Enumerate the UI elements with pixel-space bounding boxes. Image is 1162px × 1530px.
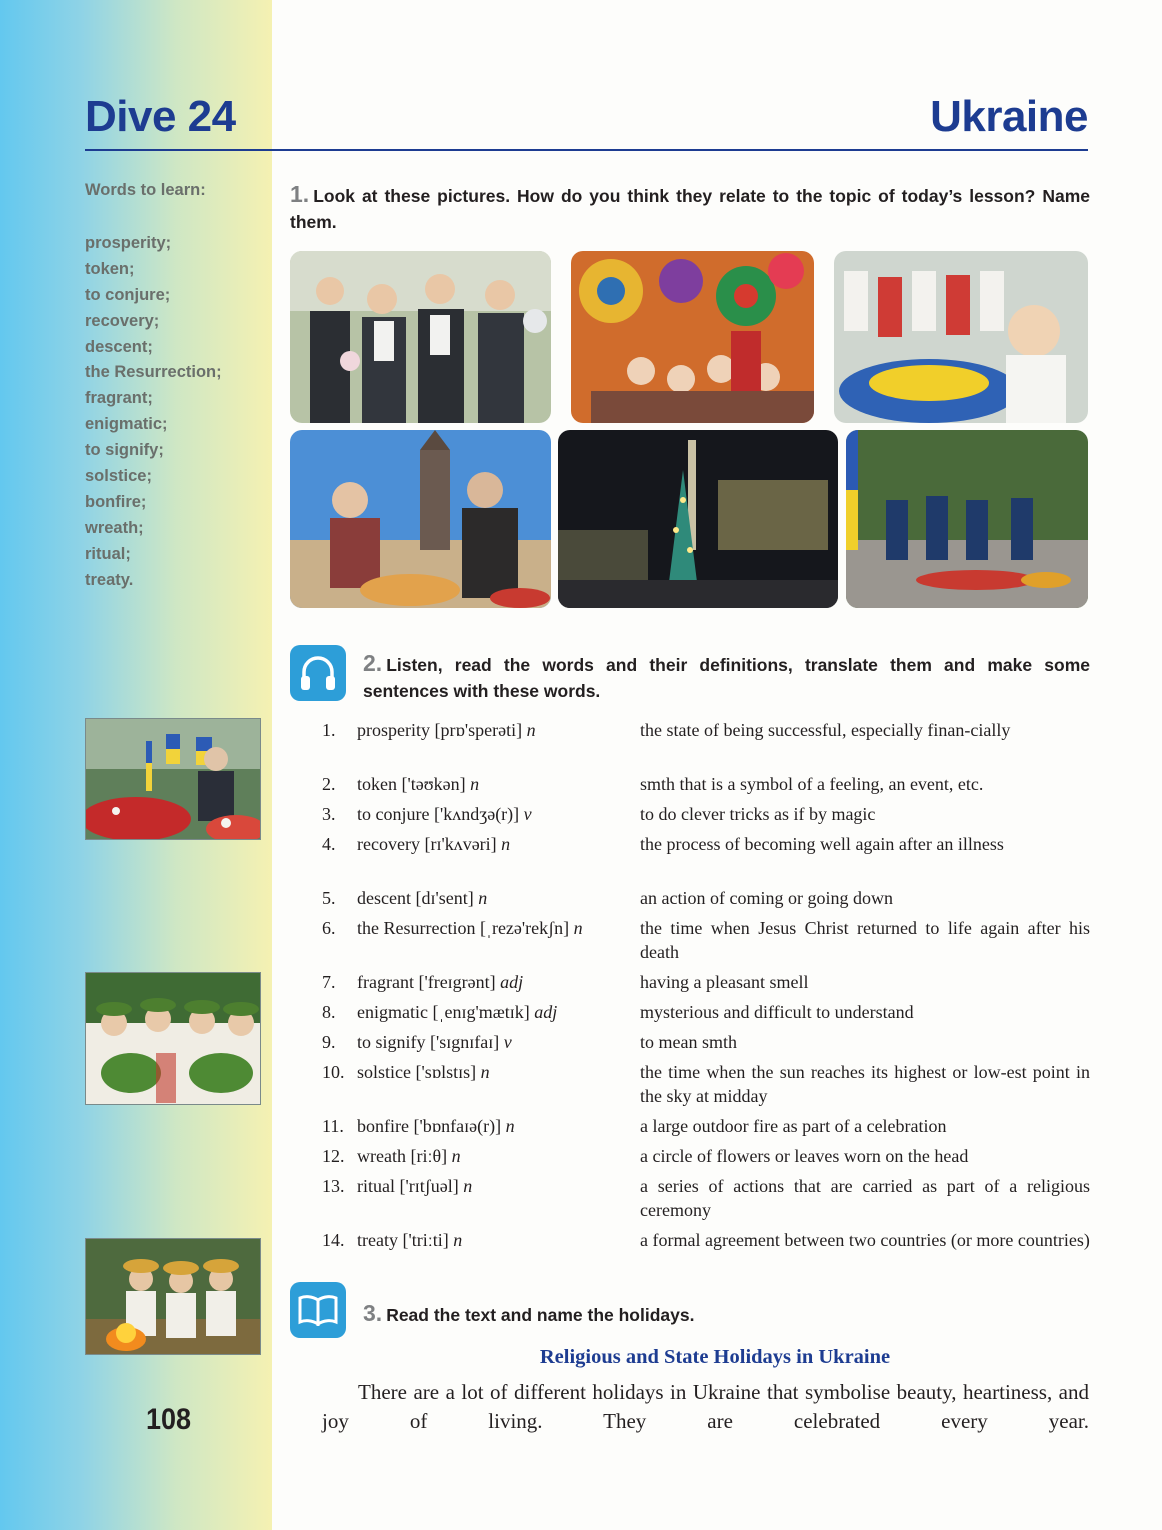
task-2-instruction (363, 650, 1090, 704)
words-heading: Words to learn: (85, 181, 206, 199)
vocab-definition: the process of becoming well again after an illness (640, 834, 1004, 854)
vocab-definition: an action of coming or going down (640, 888, 893, 908)
vocab-number: 8. (322, 1002, 336, 1022)
word-item: wreath; (85, 518, 144, 537)
vocab-definition: the time when the sun reaches its highest or low-est point in the sky at midday (640, 1062, 1090, 1106)
word-item: ritual; (85, 544, 131, 563)
vocab-number: 9. (322, 1032, 336, 1052)
vocab-definition: the time when Jesus Christ returned to life again after his death (640, 918, 1090, 962)
word-item: bonfire; (85, 492, 147, 511)
word-item: to conjure; (85, 285, 171, 304)
word-item: solstice; (85, 467, 152, 486)
task-number: 3. (363, 1300, 383, 1326)
vocab-number: 3. (322, 804, 336, 824)
vocab-definition: a formal agreement between two countries (or more countries) (640, 1230, 1090, 1250)
vocab-definition: a large outdoor fire as part of a celebration (640, 1116, 947, 1136)
word-item: token; (85, 259, 135, 278)
vocab-definition: smth that is a symbol of a feeling, an event, etc. (640, 774, 984, 794)
vocab-term: ritual ['rɪtʃuəl] n (357, 1176, 473, 1196)
vocab-definition: having a pleasant smell (640, 972, 809, 992)
task-3-instruction (363, 1300, 963, 1328)
vocab-term: treaty ['triːti] n (357, 1230, 463, 1250)
page-number: 108 (146, 1403, 192, 1436)
vocab-number: 12. (322, 1146, 345, 1166)
word-item: prosperity; (85, 234, 172, 252)
task-text: Read the text and name the holidays. (386, 1305, 695, 1325)
vocab-number: 2. (322, 774, 336, 794)
photo-veteran-with-flags (85, 718, 261, 840)
vocab-definition: a circle of flowers or leaves worn on the head (640, 1146, 969, 1166)
vocab-number: 7. (322, 972, 336, 992)
vocab-term: enigmatic [ˌenɪg'mætɪk] adj (357, 1002, 558, 1022)
task-text: Look at these pictures. How do you think they relate to the topic of today’s lesson? Name them. (290, 186, 1090, 232)
vocab-number: 11. (322, 1116, 344, 1136)
vocab-term: fragrant ['freɪgrənt] adj (357, 972, 524, 992)
photo-christmas-stars (571, 251, 814, 423)
topic-title: Ukraine (930, 92, 1088, 141)
vocab-definition: a series of actions that are carried as part of a religious ceremony (640, 1176, 1090, 1220)
book-icon (290, 1282, 346, 1338)
vocab-term: the Resurrection [ˌrezə'rekʃn] n (357, 918, 583, 938)
vocab-term: token ['təʊkən] n (357, 774, 480, 794)
reading-text: There are a lot of different holidays in Ukraine that symbolise beauty, heartiness, and joy of living. They are celebrated every year. (322, 1380, 1089, 1433)
words-to-learn (85, 178, 265, 592)
vocab-number: 4. (322, 834, 336, 854)
vocab-number: 14. (322, 1230, 345, 1250)
photo-bonfire-celebration (85, 1238, 261, 1355)
vocab-number: 13. (322, 1176, 345, 1196)
task-number: 1. (290, 181, 310, 207)
task-text: Listen, read the words and their definitions, translate them and make some sentences with these words. (363, 655, 1090, 701)
vocab-term: descent [dɪ'sent] n (357, 888, 488, 908)
vocab-number: 6. (322, 918, 336, 938)
vocab-term: prosperity [prɒ'sperəti] n (357, 720, 536, 740)
word-item: to signify; (85, 441, 164, 460)
photo-independence-day-flowers (834, 251, 1088, 423)
vocab-term: wreath [riːθ] n (357, 1146, 461, 1166)
vocab-term: bonfire ['bɒnfaɪə(r)] n (357, 1116, 515, 1136)
vocab-number: 1. (322, 720, 336, 740)
vocab-definition: mysterious and difficult to understand (640, 1002, 914, 1022)
photo-memorial-ceremony (846, 430, 1088, 608)
vocab-term: to conjure ['kʌndʒə(r)] v (357, 804, 532, 824)
photo-schoolchildren (290, 251, 551, 423)
photo-girls-with-wreaths (85, 972, 261, 1105)
unit-title: Dive 24 (85, 92, 236, 141)
vocab-number: 5. (322, 888, 336, 908)
task-1-instruction (290, 181, 1090, 235)
word-item: the Resurrection; (85, 363, 222, 382)
vocab-definition: the state of being successful, especially finan-cially (640, 720, 1011, 740)
vocab-term: recovery [rɪ'kʌvəri] n (357, 834, 511, 854)
word-item: descent; (85, 337, 153, 356)
vocab-number: 10. (322, 1062, 345, 1082)
vocab-definition: to do clever tricks as if by magic (640, 804, 876, 824)
photo-kyiv-night-tree (558, 430, 838, 608)
vocab-definition: to mean smth (640, 1032, 737, 1052)
photo-easter-blessing (290, 430, 551, 608)
word-item: enigmatic; (85, 415, 168, 434)
vocab-term: solstice ['sɒlstɪs] n (357, 1062, 490, 1082)
word-item: treaty. (85, 570, 134, 589)
task-number: 2. (363, 650, 383, 676)
reading-title: Religious and State Holidays in Ukraine (539, 1346, 891, 1368)
word-item: recovery; (85, 311, 160, 330)
header-divider (85, 149, 1088, 151)
vocab-term: to signify ['sɪgnɪfaɪ] v (357, 1032, 512, 1052)
word-item: fragrant; (85, 389, 153, 408)
headphones-icon (290, 645, 346, 701)
